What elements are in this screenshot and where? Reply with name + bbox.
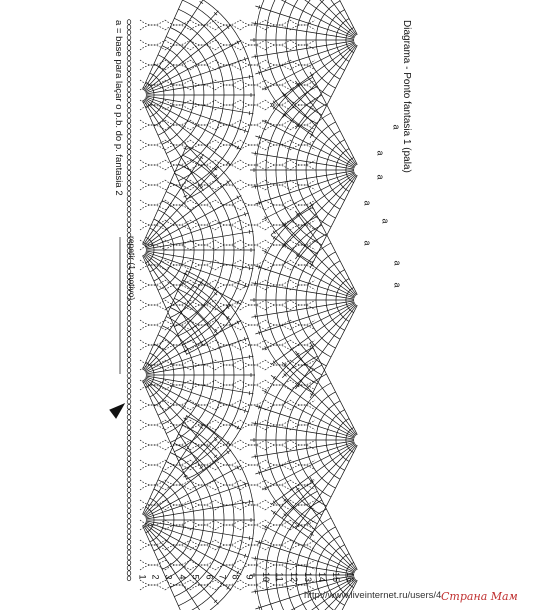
a-marker: a: [391, 124, 402, 130]
row-number: 9: [244, 574, 255, 580]
stitch-crossbar: [255, 556, 256, 560]
chain-loop: [240, 180, 265, 185]
double-crochet-stitch: [145, 450, 231, 517]
chain-loop: [215, 420, 240, 425]
chain-stitch: [127, 61, 131, 66]
chain-loop: [190, 220, 215, 225]
chain-stitch: [127, 25, 131, 30]
shell-fan-right: [250, 202, 357, 398]
chain-loop: [140, 165, 165, 170]
chain-stitch: [127, 451, 131, 456]
row-number: 16: [345, 571, 356, 583]
chain-loop: [240, 560, 265, 565]
chain-loop: [240, 400, 265, 405]
chain-loop: [240, 205, 265, 210]
chain-loop: [165, 300, 190, 305]
stitch-crossbar: [273, 231, 275, 234]
chain-stitch: [127, 103, 131, 108]
chain-loop: [140, 20, 165, 25]
double-crochet-stitch: [295, 0, 356, 35]
stitch-crossbar: [255, 55, 256, 59]
stitch-crossbar: [296, 525, 299, 527]
row-number: 5: [190, 574, 201, 580]
stitch-crossbar: [255, 421, 256, 425]
chain-stitch: [127, 420, 131, 425]
chain-stitch: [127, 51, 131, 56]
chain-loop: [240, 445, 265, 450]
chain-stitch: [127, 394, 131, 399]
chain-stitch: [127, 456, 131, 461]
row-number: 10: [261, 571, 272, 583]
chain-loop: [265, 520, 290, 525]
a-marker: a: [392, 282, 403, 288]
row-number: 8: [230, 574, 241, 580]
chain-loop: [265, 105, 290, 110]
chain-stitch: [127, 82, 131, 87]
chain-stitch: [127, 430, 131, 435]
stitch-crossbar: [273, 511, 275, 514]
chain-stitch: [127, 472, 131, 477]
chain-loop: [240, 145, 265, 150]
chain-stitch: [127, 337, 131, 342]
chain-stitch: [127, 144, 131, 149]
chain-loop: [240, 460, 265, 465]
chain-loop: [265, 265, 290, 270]
chain-loop: [215, 45, 240, 50]
chain-stitch: [127, 519, 131, 524]
chain-stitch: [127, 441, 131, 446]
chain-stitch: [127, 165, 131, 170]
row-number: 12: [289, 571, 300, 583]
chain-mesh: [137, 20, 315, 590]
a-marker: a: [362, 240, 373, 246]
chain-loop: [265, 365, 290, 370]
stitch-crossbar: [249, 266, 250, 270]
row-number: 11: [274, 572, 285, 582]
chain-loop: [265, 405, 290, 410]
stitch-crossbar: [249, 536, 250, 540]
chain-stitch: [127, 46, 131, 51]
chain-loop: [215, 20, 240, 25]
stitch-crossbar: [200, 156, 203, 158]
chain-stitch: [127, 321, 131, 326]
stitch-crossbar: [200, 1, 203, 3]
chain-loop: [240, 440, 265, 445]
chain-stitch: [127, 35, 131, 40]
chain-stitch: [127, 347, 131, 352]
chain-loop: [265, 325, 290, 330]
chain-stitch: [127, 389, 131, 394]
chain-loop: [290, 525, 315, 530]
chain-stitch: [127, 378, 131, 383]
chain-stitch: [127, 477, 131, 482]
chain-stitch: [127, 415, 131, 420]
chain-loop: [215, 245, 240, 250]
chain-loop: [165, 245, 190, 250]
chain-stitch: [127, 139, 131, 144]
chain-loop: [240, 305, 265, 310]
chain-stitch: [127, 566, 131, 571]
chain-stitch: [127, 316, 131, 321]
chain-stitch: [127, 545, 131, 550]
row-number: 14: [317, 571, 328, 583]
chain-loop: [240, 60, 265, 65]
chain-loop: [240, 120, 265, 125]
chain-stitch: [127, 66, 131, 71]
fan-arc: [306, 0, 335, 88]
a-marker: a: [362, 200, 373, 206]
chain-stitch: [127, 20, 131, 25]
chain-loop: [140, 285, 165, 290]
chain-loop: [140, 465, 165, 470]
chain-loop: [240, 345, 265, 350]
chain-loop: [190, 400, 215, 405]
chain-stitch: [127, 488, 131, 493]
legend-caption: a = base para laçar o p.b. do p. fantasia 2: [113, 20, 124, 196]
chain-loop: [140, 425, 165, 430]
stitch-crossbar: [249, 355, 250, 359]
chain-stitch: [127, 352, 131, 357]
chain-stitch: [127, 155, 131, 160]
chain-loop: [140, 300, 165, 305]
chain-stitch: [127, 87, 131, 92]
chain-loop: [215, 200, 240, 205]
stitch-crossbar: [255, 21, 256, 25]
chain-stitch: [127, 358, 131, 363]
chain-stitch: [127, 446, 131, 451]
chain-stitch: [127, 176, 131, 181]
chain-loop: [240, 545, 265, 550]
chain-stitch: [127, 160, 131, 165]
chain-stitch: [127, 576, 131, 581]
double-crochet-stitch: [145, 180, 231, 247]
chain-loop: [265, 200, 290, 205]
chain-loop: [140, 40, 165, 45]
chain-loop: [140, 205, 165, 210]
row-number: 4: [177, 574, 188, 580]
chain-loop: [190, 45, 215, 50]
stitch-crossbar: [255, 281, 256, 285]
chain-loop: [140, 25, 165, 30]
stitch-crossbar: [255, 185, 256, 189]
chain-loop: [240, 425, 265, 430]
chain-stitch: [127, 113, 131, 118]
stitch-crossbar: [296, 353, 299, 355]
chain-stitch: [127, 134, 131, 139]
double-crochet-stitch: [145, 254, 231, 321]
chain-loop: [240, 25, 265, 30]
chain-stitch: [127, 170, 131, 175]
chain-stitch: [127, 508, 131, 513]
stitch-crossbar: [249, 75, 250, 79]
shell-fan-right: [250, 342, 357, 538]
chain-stitch: [127, 342, 131, 347]
chain-loop: [290, 40, 315, 45]
chain-loop: [165, 425, 190, 430]
chain-loop: [140, 185, 165, 190]
stitch-crossbar: [255, 315, 256, 319]
chain-loop: [215, 520, 240, 525]
chain-loop: [290, 80, 315, 85]
chain-stitch: [127, 326, 131, 331]
chain-loop: [265, 140, 290, 145]
chain-stitch: [127, 534, 131, 539]
chain-stitch: [127, 436, 131, 441]
chain-loop: [240, 480, 265, 485]
chain-loop: [215, 225, 240, 230]
chain-stitch: [127, 92, 131, 97]
chain-loop: [190, 120, 215, 125]
row-number: 1: [137, 574, 148, 580]
chain-loop: [165, 445, 190, 450]
stitch-crossbar: [273, 376, 275, 379]
stitch-crossbar: [200, 426, 203, 428]
row-number: 13: [303, 571, 314, 583]
chain-stitch: [127, 108, 131, 113]
chain-loop: [290, 440, 315, 445]
chain-stitch: [127, 40, 131, 45]
chain-loop: [240, 40, 265, 45]
chain-loop: [165, 20, 190, 25]
chain-loop: [265, 465, 290, 470]
chain-stitch: [127, 222, 131, 227]
chain-loop: [290, 300, 315, 305]
chain-stitch: [127, 384, 131, 389]
watermark-url: http://www.liveinternet.ru/users/4: [304, 590, 442, 601]
a-marker: a: [375, 150, 386, 156]
start-arrow-icon: [110, 404, 124, 418]
chain-loop: [140, 145, 165, 150]
stitch-crossbar: [200, 466, 203, 468]
chain-stitch: [127, 425, 131, 430]
chain-stitch: [127, 300, 131, 305]
chain-loop: [265, 545, 290, 550]
chain-stitch: [127, 150, 131, 155]
chain-loop: [190, 140, 215, 145]
chain-stitch: [127, 493, 131, 498]
chain-loop: [215, 85, 240, 90]
chain-stitch: [127, 212, 131, 217]
chain-loop: [240, 320, 265, 325]
chain-stitch: [127, 191, 131, 196]
chain-loop: [215, 240, 240, 245]
chain-loop: [165, 40, 190, 45]
chain-loop: [140, 560, 165, 565]
chain-stitch: [127, 196, 131, 201]
chain-loop: [265, 380, 290, 385]
stitch-crossbar: [273, 101, 275, 104]
a-marker: a: [380, 218, 391, 224]
chain-stitch: [127, 181, 131, 186]
stitch-crossbar: [249, 230, 250, 234]
fan-arc: [256, 0, 313, 133]
chain-stitch: [127, 524, 131, 529]
chain-stitch: [127, 332, 131, 337]
chain-stitch: [127, 404, 131, 409]
chain-loop: [215, 325, 240, 330]
chain-loop: [215, 140, 240, 145]
chain-stitch: [127, 560, 131, 565]
chain-stitch: [127, 118, 131, 123]
stitch-crossbar: [249, 391, 250, 395]
chain-loop: [140, 320, 165, 325]
chain-loop: [215, 525, 240, 530]
chain-loop: [240, 165, 265, 170]
chain-loop: [190, 65, 215, 70]
watermark-brand: Страна Мам: [441, 590, 518, 603]
chain-loop: [240, 485, 265, 490]
row-number: 2: [150, 574, 161, 580]
chain-stitch: [127, 503, 131, 508]
chain-loop: [290, 165, 315, 170]
chain-loop: [240, 340, 265, 345]
a-marker: a: [375, 174, 386, 180]
chain-stitch: [127, 462, 131, 467]
chain-loop: [215, 380, 240, 385]
chain-loop: [265, 385, 290, 390]
chain-stitch: [127, 399, 131, 404]
chain-loop: [140, 480, 165, 485]
chain-loop: [240, 65, 265, 70]
chain-loop: [240, 285, 265, 290]
chain-loop: [165, 320, 190, 325]
chain-loop: [265, 540, 290, 545]
chain-stitch: [127, 555, 131, 560]
row-number: 6: [204, 574, 215, 580]
stitch-crossbar: [273, 236, 275, 239]
chain-loop: [265, 100, 290, 105]
chain-loop: [265, 505, 290, 510]
chain-loop: [215, 540, 240, 545]
chain-loop: [290, 125, 315, 130]
chain-loop: [140, 160, 165, 165]
chain-stitch: [127, 311, 131, 316]
chain-loop: [140, 460, 165, 465]
stitch-crossbar: [249, 111, 250, 115]
chain-stitch: [127, 482, 131, 487]
chain-loop: [140, 440, 165, 445]
chain-loop: [265, 225, 290, 230]
chain-stitch: [127, 228, 131, 233]
chain-stitch: [127, 217, 131, 222]
chain-loop: [140, 180, 165, 185]
row-number: 7: [217, 574, 228, 580]
chain-loop: [265, 240, 290, 245]
repeat-label: repetir (1 motivo): [127, 236, 137, 301]
chain-stitch: [127, 498, 131, 503]
chain-stitch: [127, 129, 131, 134]
chain-stitch: [127, 207, 131, 212]
chain-loop: [190, 565, 215, 570]
chain-stitch: [127, 30, 131, 35]
chain-loop: [265, 500, 290, 505]
chain-stitch: [127, 124, 131, 129]
a-marker: a: [392, 260, 403, 266]
chain-stitch: [127, 98, 131, 103]
shell-fan-right: [250, 72, 357, 268]
chain-stitch: [127, 373, 131, 378]
chain-loop: [240, 160, 265, 165]
chain-stitch: [127, 363, 131, 368]
chain-stitch: [127, 410, 131, 415]
chain-loop: [140, 445, 165, 450]
chain-loop: [265, 65, 290, 70]
stitch-crossbar: [273, 361, 275, 364]
chain-loop: [165, 520, 190, 525]
chain-stitch: [127, 550, 131, 555]
stitch-crossbar: [273, 106, 275, 109]
row-number: 3: [163, 574, 174, 580]
shell-fan-left: [143, 0, 256, 200]
stitch-crossbar: [273, 501, 275, 504]
chain-loop: [165, 465, 190, 470]
chain-loop: [215, 100, 240, 105]
chain-loop: [215, 445, 240, 450]
chain-stitch: [127, 571, 131, 576]
chain-loop: [215, 365, 240, 370]
stitch-crossbar: [200, 186, 203, 188]
chain-loop: [190, 200, 215, 205]
chain-loop: [240, 300, 265, 305]
chain-loop: [290, 485, 315, 490]
chain-stitch: [127, 306, 131, 311]
chain-stitch: [127, 467, 131, 472]
chain-stitch: [127, 186, 131, 191]
chain-stitch: [127, 202, 131, 207]
diagram-title: Diagrama - Ponto fantasia 1 (pala): [401, 20, 412, 173]
chain-stitch: [127, 56, 131, 61]
chain-stitch: [127, 529, 131, 534]
chain-loop: [190, 545, 215, 550]
chain-loop: [215, 565, 240, 570]
chain-loop: [240, 465, 265, 470]
chain-stitch: [127, 72, 131, 77]
chain-loop: [290, 385, 315, 390]
row-number: 15: [331, 571, 342, 583]
chain-stitch: [127, 368, 131, 373]
chain-loop: [240, 220, 265, 225]
stitch-crossbar: [255, 455, 256, 459]
chain-stitch: [127, 540, 131, 545]
chain-stitch: [127, 514, 131, 519]
stitch-crossbar: [249, 500, 250, 504]
chain-loop: [140, 305, 165, 310]
chain-stitch: [127, 77, 131, 82]
stitch-crossbar: [255, 151, 256, 155]
chain-loop: [240, 125, 265, 130]
stitch-crossbar: [296, 488, 299, 490]
